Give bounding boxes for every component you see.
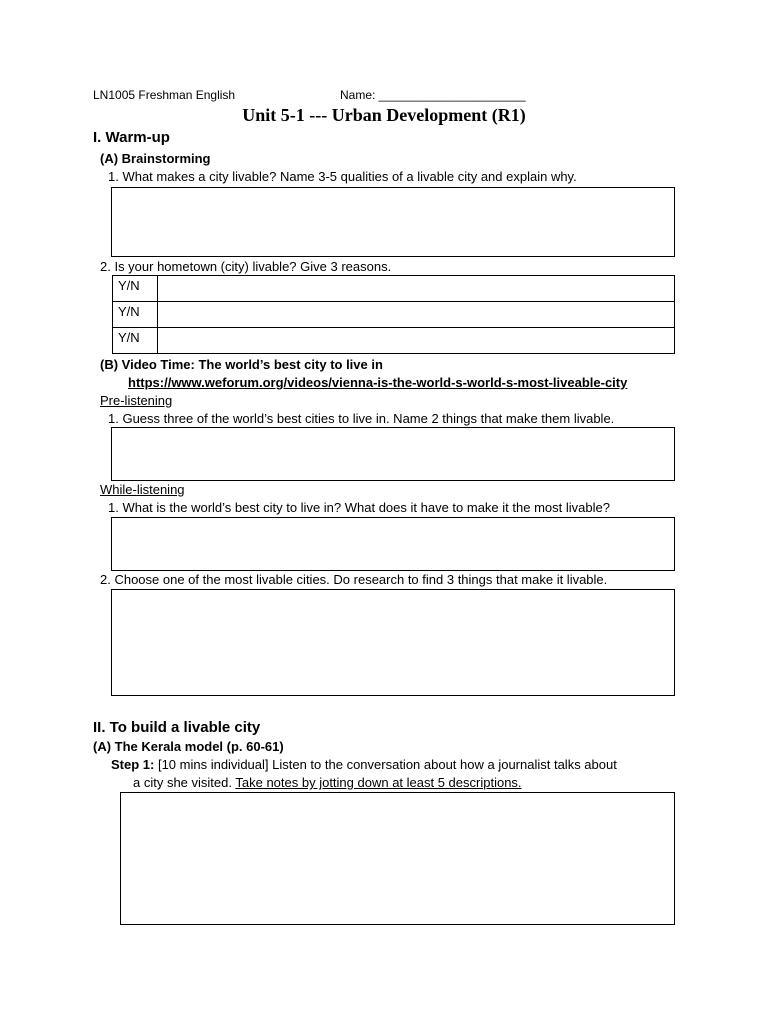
pre-listening-label: Pre-listening: [100, 393, 173, 408]
yn-cell[interactable]: Y/N: [113, 302, 158, 328]
step-1-instruction-cont: [133, 775, 522, 791]
reason-cell[interactable]: [158, 276, 675, 302]
table-row: [113, 276, 675, 302]
step-text-cont: a city she visited.: [133, 775, 236, 790]
name-field-label: Name: ______________________: [340, 88, 526, 102]
subheading-brainstorming: (A) Brainstorming: [100, 151, 211, 166]
answer-box-qualities[interactable]: [111, 187, 675, 257]
step-text: [10 mins individual] Listen to the conversation about how a journalist talks about: [154, 757, 617, 772]
answer-box-notes[interactable]: [120, 792, 675, 925]
yn-cell[interactable]: Y/N: [113, 276, 158, 302]
question-livable-qualities: 1. What makes a city livable? Name 3-5 qualities of a livable city and explain why.: [108, 169, 577, 184]
table-row: [113, 328, 675, 354]
step-label: Step 1:: [111, 757, 155, 772]
section-heading-warmup: I. Warm-up: [93, 129, 170, 146]
subheading-prefix: (A): [93, 739, 115, 754]
video-link[interactable]: https://www.weforum.org/videos/vienna-is-the-world-s-world-s-most-liveable-city: [128, 375, 628, 390]
question-best-city: 1. What is the world’s best city to live in? What does it have to make it the most livable?: [108, 500, 610, 515]
answer-box-best-city[interactable]: [111, 517, 675, 571]
reason-cell[interactable]: [158, 302, 675, 328]
course-name: LN1005 Freshman English: [93, 88, 236, 102]
hometown-reasons-table: [112, 275, 675, 354]
answer-box-research-city[interactable]: [111, 589, 675, 696]
subheading-kerala-model: [93, 739, 284, 755]
while-listening-label: While-listening: [100, 482, 185, 497]
reason-cell[interactable]: [158, 328, 675, 354]
subheading-text: The Kerala model (p. 60-61): [114, 739, 284, 754]
subheading-video-time: (B) Video Time: The world’s best city to live in: [100, 357, 383, 372]
step-task: Take notes by jotting down at least 5 descriptions.: [235, 775, 522, 790]
step-1-instruction: [111, 757, 617, 773]
table-row: [113, 302, 675, 328]
yn-cell[interactable]: Y/N: [113, 328, 158, 354]
question-hometown-livable: 2. Is your hometown (city) livable? Give 3 reasons.: [100, 259, 392, 274]
question-guess-cities: 1. Guess three of the world’s best cities to live in. Name 2 things that make them livable.: [108, 411, 615, 426]
page-title: Unit 5-1 --- Urban Development (R1): [242, 105, 526, 125]
answer-box-guess-cities[interactable]: [111, 427, 675, 481]
question-research-city: 2. Choose one of the most livable cities. Do research to find 3 things that make it livable.: [100, 572, 608, 587]
section-heading-build-city: II. To build a livable city: [93, 719, 261, 736]
